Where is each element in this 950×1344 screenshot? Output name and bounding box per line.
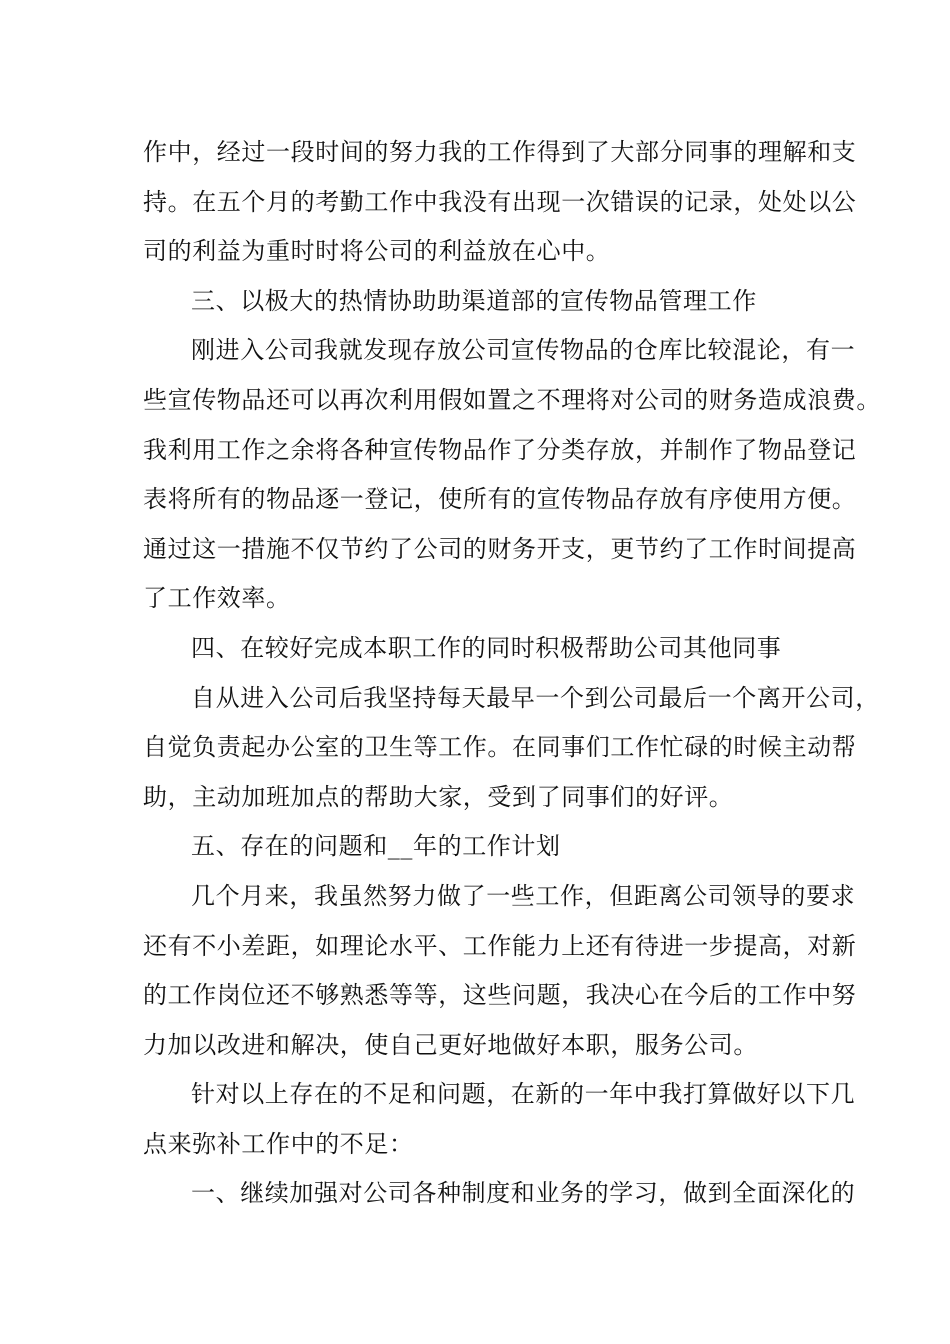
text-line: 自从进入公司后我坚持每天最早一个到公司最后一个离开公司， [191,683,880,712]
text-line: 的工作岗位还不够熟悉等等，这些问题，我决心在今后的工作中努 [143,981,857,1010]
document-body [143,128,881,1219]
text-line: 司的利益为重时时将公司的利益放在心中。 [143,237,611,266]
text-line: 作中，经过一段时间的努力我的工作得到了大部分同事的理解和支 [143,138,857,166]
text-line: 力加以改进和解决，使自己更好地做好本职，服务公司。 [143,1030,758,1059]
text-line: 三、以极大的热情协助助渠道部的宣传物品管理工作 [191,286,757,315]
text-line: 了工作效率。 [143,584,291,613]
text-line: 四、在较好完成本职工作的同时积极帮助公司其他同事 [191,633,782,662]
text-line: 针对以上存在的不足和问题，在新的一年中我打算做好以下几 [191,1080,856,1109]
text-line: 点来弥补工作中的不足： [143,1129,414,1158]
text-line: 一、继续加强对公司各种制度和业务的学习，做到全面深化的 [191,1179,856,1208]
text-line: 通过这一措施不仅节约了公司的财务开支，更节约了工作时间提高 [143,534,857,563]
text-line: 五、存在的问题和__年的工作计划 [191,832,561,861]
text-line: 还有不小差距，如理论水平、工作能力上还有待进一步提高，对新 [143,931,857,960]
text-line: 表将所有的物品逐一登记，使所有的宣传物品存放有序使用方便。 [143,485,857,514]
text-line: 些宣传物品还可以再次利用假如置之不理将对公司的财务造成浪费。 [143,385,881,414]
text-line: 助，主动加班加点的帮助大家，受到了同事们的好评。 [143,782,734,811]
text-line: 我利用工作之余将各种宣传物品作了分类存放，并制作了物品登记 [143,435,857,464]
text-line: 自觉负责起办公室的卫生等工作。在同事们工作忙碌的时候主动帮 [143,733,857,762]
text-line: 刚进入公司我就发现存放公司宣传物品的仓库比较混论，有一 [191,336,856,365]
text-line: 几个月来，我虽然努力做了一些工作，但距离公司领导的要求 [191,881,856,910]
text-line: 持。在五个月的考勤工作中我没有出现一次错误的记录，处处以公 [143,187,857,216]
